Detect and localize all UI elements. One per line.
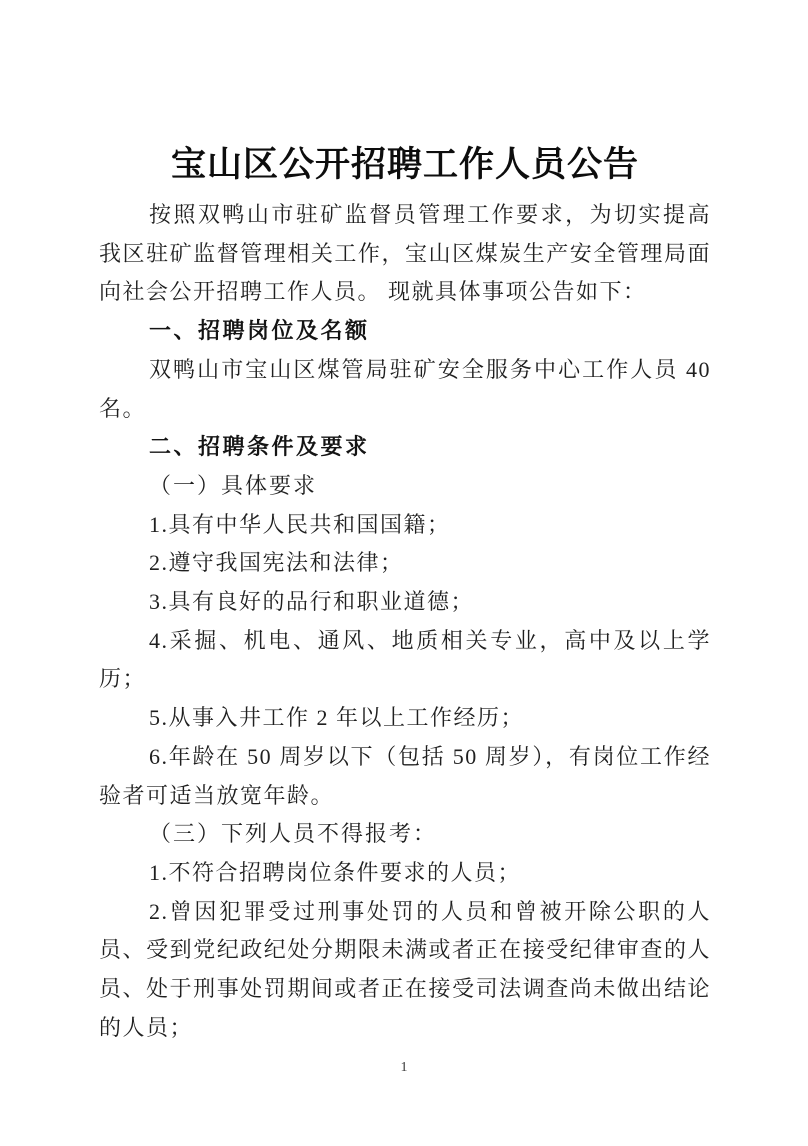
requirement-item-3: 3.具有良好的品行和职业道德； [149, 589, 475, 615]
requirement-item-4: 4.采掘、机电、通风、地质相关专业，高中及以上学历； [99, 627, 711, 692]
requirement-item-1: 1.具有中华人民共和国国籍； [149, 511, 451, 537]
subsection-1-heading: （一）具体要求 [149, 472, 318, 498]
exclusion-item-1: 1.不符合招聘岗位条件要求的人员； [149, 859, 522, 885]
requirement-item-2: 2.遵守我国宪法和法律； [149, 550, 404, 576]
page-number-footer: 1 [400, 1060, 408, 1075]
intro-paragraph: 按照双鸭山市驻矿监督员管理工作要求，为切实提高我区驻矿监督管理相关工作，宝山区煤炭生产安全管理局面向社会公开招聘工作人员。 现就具体事项公告如下： [99, 202, 711, 305]
section-2-heading: 二、招聘条件及要求 [149, 434, 370, 460]
requirement-item-5: 5.从事入井工作 2 年以上工作经历； [149, 705, 525, 731]
document-content [99, 138, 711, 1047]
exclusion-item-2: 2.曾因犯罪受过刑事处罚的人员和曾被开除公职的人员、受到党纪政纪处分期限未满或者正在接受纪律审查的人员、处于刑事处罚期间或者正在接受司法调查尚未做出结论的人员； [99, 898, 711, 1040]
requirement-item-6: 6.年龄在 50 周岁以下（包括 50 周岁），有岗位工作经验者可适当放宽年龄。 [99, 743, 711, 808]
document-title: 宝山区公开招聘工作人员公告 [170, 145, 639, 184]
subsection-3-heading: （三）下列人员不得报考： [149, 821, 438, 847]
section-1-heading: 一、招聘岗位及名额 [149, 318, 370, 344]
section-1-body: 双鸭山市宝山区煤管局驻矿安全服务中心工作人员 40 名。 [99, 356, 711, 421]
